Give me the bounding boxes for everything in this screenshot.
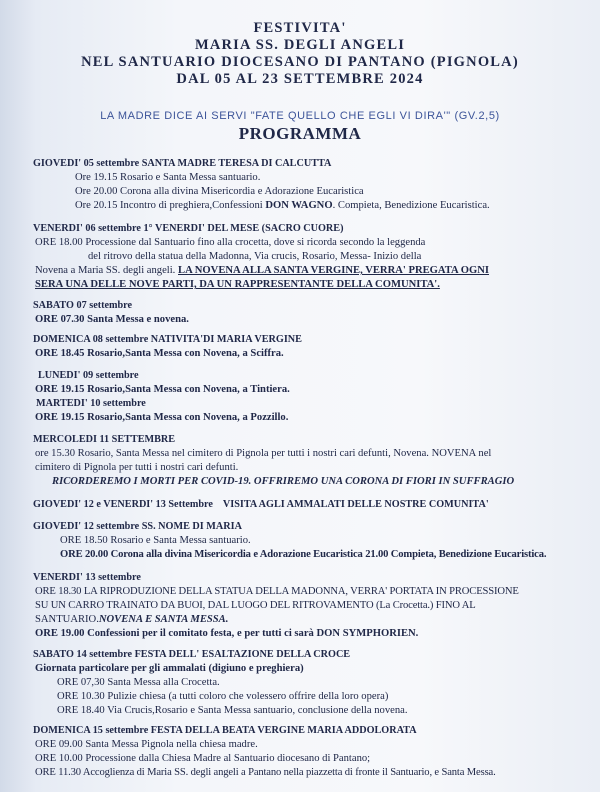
- day-heading: SABATO 14 settembre FESTA DELL' ESALTAZIONE DELLA CROCE: [33, 649, 351, 660]
- time-label: Ore 20.15: [75, 200, 118, 211]
- time-label: Ore 19.15: [75, 172, 118, 183]
- activity-text: Rosario e Santa Messa santuario.: [110, 535, 251, 546]
- time-label: Ore 20.00: [75, 186, 118, 197]
- activity-text: SU UN CARRO TRAINATO DA BUOI, DAL LUOGO DEL RITROVAMENTO (La Crocetta.) FINO AL: [35, 600, 476, 611]
- priest-name: DON SYMPHORIEN.: [316, 628, 419, 639]
- schedule-line: [33, 599, 519, 613]
- activity-text: del ritrovo della statua della Madonna, Via crucis, Rosario, Messa- Inizio della: [88, 251, 422, 262]
- time-label: ORE 18.40: [57, 705, 105, 716]
- day-heading: [33, 498, 489, 512]
- priest-name: DON WAGNO: [265, 200, 333, 211]
- time-label: ORE 09.00: [35, 739, 83, 750]
- schedule-line: [33, 738, 496, 752]
- activity-text: Santa Messa alla Crocetta.: [107, 677, 220, 688]
- day-block: [33, 520, 546, 562]
- schedule-line: [33, 411, 288, 425]
- schedule-line: [33, 383, 290, 397]
- time-label: ORE 10.30: [57, 691, 105, 702]
- schedule-line: [33, 313, 189, 327]
- activity-text: Corona alla divina Misericordia e Adorazione Eucaristica 21.00 Compieta, Benedizione Eucaristica.: [110, 549, 547, 560]
- day-heading: VENERDI' 13 settembre: [33, 572, 141, 583]
- day-block: [33, 397, 288, 425]
- schedule-line: [33, 347, 302, 361]
- program-title: PROGRAMMA: [238, 124, 362, 143]
- day-heading-dates: GIOVEDI' 12 e VENERDI' 13 Settembre: [33, 499, 213, 510]
- schedule-line: [33, 548, 546, 562]
- day-heading: VENERDI' 06 settembre 1° VENERDI' DEL MESE (SACRO CUORE): [33, 223, 344, 234]
- activity-text: Santa Messa Pignola nella chiesa madre.: [85, 739, 258, 750]
- time-label: ORE 18.45: [35, 348, 85, 359]
- activity-text: Confessioni per il comitato festa, e per tutti ci sarà: [87, 628, 314, 639]
- time-label: ORE 19.15: [35, 412, 85, 423]
- activity-text: Processione dal Santuario fino alla crocetta, dove si ricorda secondo la leggenda: [85, 237, 426, 248]
- activity-text: Rosario,Santa Messa con Novena, a Tintiera.: [87, 384, 290, 395]
- day-block: [33, 724, 496, 780]
- activity-text: Rosario,Santa Messa con Novena, a Pozzillo.: [87, 412, 289, 423]
- day-heading: MERCOLEDI 11 SETTEMBRE: [33, 434, 176, 445]
- day-block: [33, 222, 489, 292]
- memorial-notice: RICORDEREMO I MORTI PER COVID-19. OFFRIREMO UNA CORONA DI FIORI IN SUFFRAGIO: [52, 476, 515, 487]
- time-label: ORE 07,30: [57, 677, 105, 688]
- activity-text: Accoglienza di Maria SS. degli angeli a Pantano nella piazzetta di fronte il Santuario, e Santa Messa.: [82, 767, 496, 778]
- activity-text: Novena a Maria SS. degli angeli.: [35, 265, 176, 276]
- activity-text: Processione dalla Chiesa Madre al Santuario diocesano di Pantano;: [85, 753, 371, 764]
- activity-text: Pulizie chiesa (a tutti coloro che volessero offrire della loro opera): [107, 691, 389, 702]
- time-label: ORE 19.15: [35, 384, 85, 395]
- day-heading: DOMENICA 08 settembre NATIVITA'DI MARIA VERGINE: [33, 334, 302, 345]
- day-block: [33, 299, 189, 327]
- activity-text: Rosario e Santa Messa santuario.: [120, 172, 261, 183]
- day-subheading: Giornata particolare per gli ammalati (digiuno e preghiera): [35, 663, 304, 674]
- festival-dedication: MARIA SS. DEGLI ANGELI: [194, 37, 406, 53]
- schedule-line: [33, 447, 514, 461]
- festival-title: FESTIVITA': [253, 20, 347, 36]
- schedule-line: [33, 613, 519, 627]
- schedule-line: [33, 278, 489, 292]
- activity-text: Santa Messa e novena.: [87, 314, 189, 325]
- novena-emphasis: NOVENA E SANTA MESSA.: [98, 614, 229, 625]
- schedule-line: [33, 199, 490, 213]
- day-heading: SABATO 07 settembre: [33, 300, 133, 311]
- schedule-line: [33, 236, 489, 250]
- novena-notice: SERA UNA DELLE NOVE PARTI, DA UN RAPPRESENTANTE DELLA COMUNITA'.: [35, 279, 440, 290]
- activity-text: Corona alla divina Misericordia e Adorazione Eucaristica: [120, 186, 364, 197]
- activity-text: Rosario, Santa Messa nel cimitero di Pignola per tutti i nostri cari defunti, Novena. NOVENA nel: [77, 448, 492, 459]
- day-block: [33, 571, 519, 641]
- day-heading-note: VISITA AGLI AMMALATI DELLE NOSTRE COMUNITA': [222, 499, 489, 510]
- schedule-line: [33, 250, 489, 264]
- schedule-line: [33, 461, 514, 475]
- schedule-line: [33, 752, 496, 766]
- festival-place: NEL SANTUARIO DIOCESANO DI PANTANO (PIGNOLA): [81, 54, 519, 70]
- schedule-line: [33, 534, 546, 548]
- schedule-line: [33, 766, 496, 780]
- activity-text: SANTUARIO.: [35, 614, 99, 625]
- day-block: [33, 157, 490, 213]
- day-block: [33, 369, 290, 397]
- activity-text: cimitero di Pignola per tutti i nostri cari defunti.: [35, 462, 239, 473]
- day-heading: GIOVEDI' 12 settembre SS. NOME DI MARIA: [33, 521, 242, 532]
- time-label: ORE 10.00: [35, 753, 83, 764]
- day-heading: LUNEDI' 09 settembre: [38, 370, 139, 381]
- time-label: ORE 18.00: [35, 237, 83, 248]
- day-heading: GIOVEDI' 05 settembre SANTA MADRE TERESA DI CALCUTTA: [33, 158, 332, 169]
- gospel-motto: LA MADRE DICE AI SERVI "FATE QUELLO CHE EGLI VI DIRA'" (GV.2,5): [100, 110, 500, 122]
- day-block: [33, 498, 489, 512]
- time-label: ore 15.30: [35, 448, 76, 459]
- time-label: ORE 18.50: [60, 535, 108, 546]
- time-label: ORE 07.30: [35, 314, 85, 325]
- time-label: ORE 18.30: [35, 586, 82, 597]
- schedule-line: [33, 185, 490, 199]
- schedule-line: [33, 475, 514, 489]
- activity-text: Rosario,Santa Messa con Novena, a Sciffra.: [87, 348, 284, 359]
- festival-dates: DAL 05 AL 23 SETTEMBRE 2024: [176, 71, 424, 87]
- schedule-line: [33, 704, 407, 718]
- schedule-line: [33, 690, 407, 704]
- schedule-line: [33, 627, 519, 641]
- time-label: ORE 11.30: [35, 767, 81, 778]
- novena-notice: LA NOVENA ALLA SANTA VERGINE, VERRA' PREGATA OGNI: [178, 265, 490, 276]
- day-block: [33, 433, 514, 489]
- schedule-line: [33, 171, 490, 185]
- activity-text: Via Crucis,Rosario e Santa Messa santuario, conclusione della novena.: [107, 705, 408, 716]
- schedule-line: [33, 585, 519, 599]
- schedule-line: [33, 264, 489, 278]
- schedule-line: [33, 676, 407, 690]
- day-block: [33, 648, 407, 718]
- time-label: ORE 20.00: [60, 549, 109, 560]
- time-label: ORE 19.00: [35, 628, 85, 639]
- day-heading: DOMENICA 15 settembre FESTA DELLA BEATA VERGINE MARIA ADDOLORATA: [33, 725, 417, 736]
- activity-text: LA RIPRODUZIONE DELLA STATUA DELLA MADONNA, VERRA' PORTATA IN PROCESSIONE: [83, 586, 519, 597]
- day-heading: MARTEDI' 10 settembre: [36, 398, 146, 409]
- day-block: [33, 333, 302, 361]
- activity-text: Incontro di preghiera,Confessioni: [120, 200, 263, 211]
- festival-header: [0, 20, 600, 88]
- activity-text-continued: . Compieta, Benedizione Eucaristica.: [332, 200, 490, 211]
